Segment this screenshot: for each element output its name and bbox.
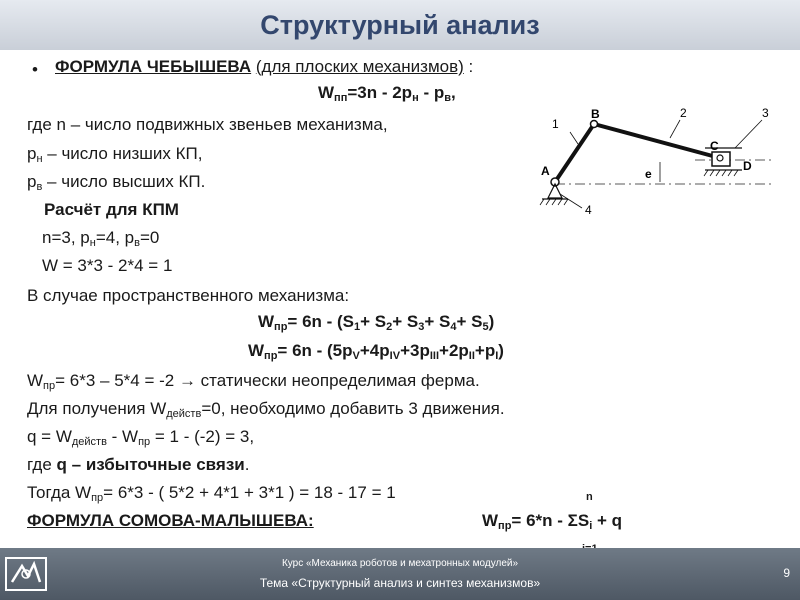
formula-s-s3: 3 <box>418 321 425 333</box>
somov-heading: ФОРМУЛА СОМОВА-МАЛЫШЕВА: <box>27 511 314 530</box>
formula-p-p2: IV <box>389 350 401 362</box>
formula-p2-sub: в <box>444 92 451 104</box>
calc-values-c: =0 <box>139 228 160 247</box>
link-1 <box>555 124 594 182</box>
q-line-sub2: пр <box>138 436 151 448</box>
footer <box>0 548 800 600</box>
spatial-intro: В случае пространственного механизма: <box>27 286 350 305</box>
formula-w-sub: пп <box>334 92 348 104</box>
ground-a-hatch <box>540 199 568 205</box>
formula-s <box>258 311 494 333</box>
result-text: = 6*3 – 5*4 = -2 → статически неопределимая ферма. <box>55 371 480 390</box>
result-w: W <box>27 371 44 390</box>
formula-s-t6: ) <box>488 312 495 331</box>
formula-s-s5: 5 <box>482 321 489 333</box>
somov-i-sub: i <box>589 520 593 532</box>
joint-c <box>717 155 723 161</box>
label-b: B <box>591 107 600 121</box>
label-4: 4 <box>585 203 592 217</box>
def-pn-rest: – число низших КП, <box>42 144 203 163</box>
then-line-t1: Тогда W <box>27 483 92 502</box>
calc-values-a-sub: н <box>89 237 96 249</box>
label-1: 1 <box>552 117 559 131</box>
calc-values-b: =4, p <box>95 228 135 247</box>
page-number: 9 <box>783 566 790 580</box>
formula-p-p5: I <box>495 350 499 362</box>
formula-p-t3: +3p <box>400 341 430 360</box>
formula-p-t4: +2p <box>439 341 469 360</box>
formula-s-t4: + S <box>424 312 451 331</box>
formula-p1-sub: н <box>412 92 419 104</box>
calc-values-a: n=3, p <box>42 228 90 247</box>
formula-p-p3: III <box>429 350 440 362</box>
formula-w-body2: - p <box>418 83 445 102</box>
formula-p <box>248 340 504 362</box>
where-q-t1: где <box>27 455 57 474</box>
somov-t2: + q <box>592 511 623 530</box>
formula-p-t2: +4p <box>359 341 390 360</box>
formula-w-letter: W <box>318 83 335 102</box>
formula-p-t1: = 6n - (5p <box>277 341 353 360</box>
leader-4 <box>560 194 582 208</box>
somov-t1: = 6*n - ΣS <box>511 511 590 530</box>
somov-formula <box>482 510 622 532</box>
label-d: D <box>743 159 752 173</box>
formula-p-p1: V <box>352 350 360 362</box>
joint-b <box>591 121 598 128</box>
mechanism-diagram <box>530 102 780 227</box>
q-line <box>27 426 254 448</box>
formula-p-t5: +p <box>474 341 496 360</box>
def-pv-sub: в <box>36 181 43 193</box>
guide-hatch <box>704 170 738 176</box>
result-line <box>27 370 480 392</box>
calc-heading: Расчёт для КПМ <box>44 200 179 219</box>
chebyshev-colon: : <box>463 57 474 76</box>
def-pn-p: p <box>27 144 37 163</box>
formula-s-t1: = 6n - (S <box>287 312 355 331</box>
footer-course: Курс «Механика роботов и мехатронных модулей» <box>281 558 519 569</box>
chebyshev-heading: ФОРМУЛА ЧЕБЫШЕВА <box>55 57 252 76</box>
formula-s-t2: + S <box>360 312 387 331</box>
get-line-sub: действ <box>166 408 202 420</box>
leader-1 <box>570 132 578 144</box>
def-n: где n – число подвижных звеньев механизма, <box>27 115 388 134</box>
q-line-t3: = 1 - (-2) = 3, <box>150 427 255 446</box>
formula-chebyshev <box>318 82 456 104</box>
chebyshev-heading-line <box>55 56 473 78</box>
q-line-t1: q = W <box>27 427 72 446</box>
formula-s-s4: 4 <box>450 321 457 333</box>
formula-p-w: W <box>248 341 265 360</box>
q-line-t2: - W <box>106 427 139 446</box>
calc-w: W = 3*3 - 2*4 = 1 <box>42 256 173 275</box>
formula-p-w-sub: пр <box>264 350 278 362</box>
def-pn <box>27 143 202 165</box>
calc-values <box>42 227 159 249</box>
formula-s-t5: + S <box>456 312 483 331</box>
leader-3 <box>735 120 762 148</box>
then-line <box>27 482 396 504</box>
def-pv <box>27 171 205 193</box>
label-e: e <box>645 167 652 181</box>
somov-sum-upper: n <box>586 491 593 503</box>
calc-values-b-sub: в <box>134 237 140 249</box>
then-line-t2: = 6*3 - ( 5*2 + 4*1 + 3*1 ) = 18 - 17 = 1 <box>103 483 396 502</box>
where-q-line <box>27 454 249 476</box>
where-q-t3: . <box>244 455 250 474</box>
formula-w-body3: , <box>450 83 456 102</box>
where-q-t2: q – избыточные связи <box>56 455 245 474</box>
formula-s-t3: + S <box>392 312 419 331</box>
chebyshev-paren: (для плоских механизмов) <box>255 57 464 76</box>
label-2: 2 <box>680 106 687 120</box>
somov-w-sub: пр <box>498 520 512 532</box>
def-pn-sub: н <box>36 153 43 165</box>
q-line-sub1: действ <box>71 436 107 448</box>
footer-topic: Тема «Структурный анализ и синтез механизмов» <box>259 576 541 590</box>
link-2 <box>594 124 720 158</box>
label-c: C <box>710 139 719 153</box>
formula-s-s2: 2 <box>386 321 393 333</box>
formula-p-p4: II <box>468 350 475 362</box>
def-pv-rest: – число высших КП. <box>42 172 206 191</box>
page-title: Структурный анализ <box>260 10 540 40</box>
then-line-sub: пр <box>91 492 104 504</box>
leader-2 <box>670 120 680 138</box>
result-w-sub: пр <box>43 380 56 392</box>
somov-w: W <box>482 511 499 530</box>
formula-s-w-sub: пр <box>274 321 288 333</box>
get-line-t2: =0, необходимо добавить 3 движения. <box>201 399 505 418</box>
formula-p-t6: ) <box>498 341 504 360</box>
label-3: 3 <box>762 106 769 120</box>
def-pv-p: p <box>27 172 37 191</box>
formula-s-w: W <box>258 312 275 331</box>
get-line-t1: Для получения W <box>27 399 167 418</box>
formula-s-s1: 1 <box>354 321 361 333</box>
get-line <box>27 398 505 420</box>
bullet: • <box>32 60 38 79</box>
formula-w-body1: =3n - 2p <box>347 83 413 102</box>
label-a: A <box>541 164 550 178</box>
